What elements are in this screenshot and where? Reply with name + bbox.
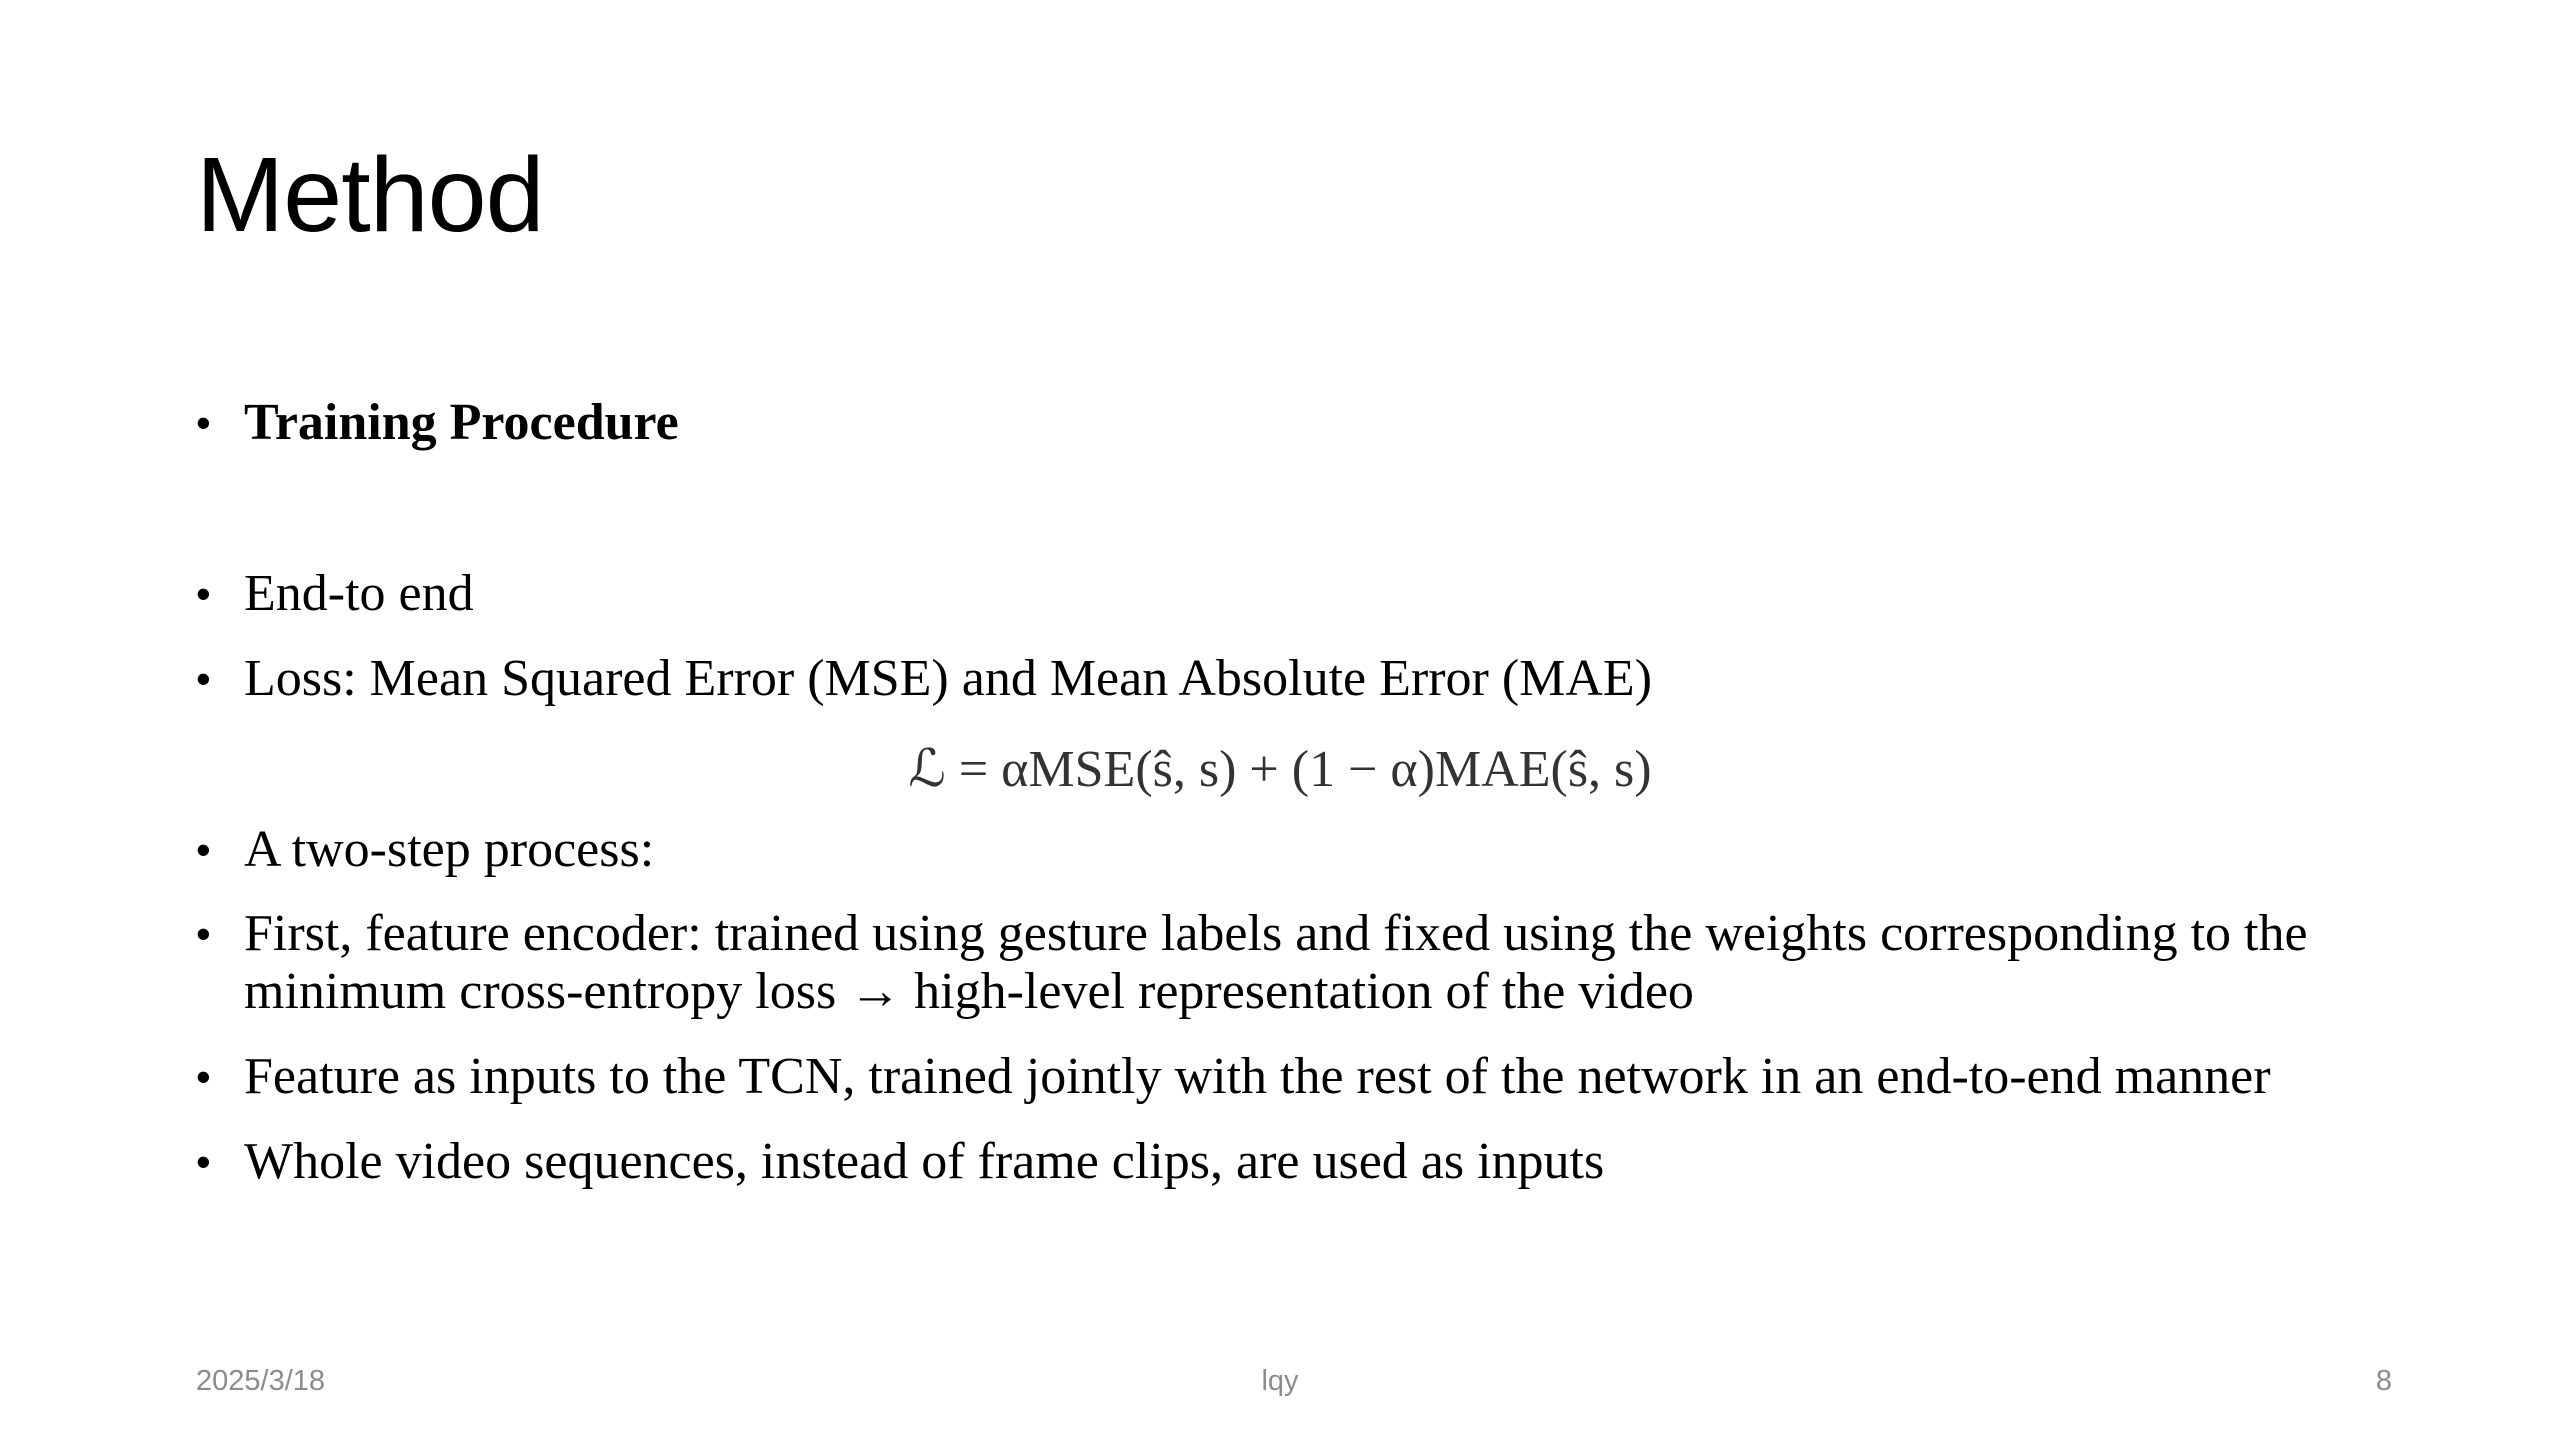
- bullet-item: [196, 650, 2426, 708]
- bullet-dot: •: [196, 1053, 211, 1100]
- section-heading: Training Procedure: [244, 394, 679, 451]
- bullet-text: Feature as inputs to the TCN, trained jointly with the rest of the network in an end-to-end manner: [244, 1048, 2271, 1105]
- bullet-dot: •: [196, 655, 211, 702]
- footer-date: 2025/3/18: [196, 1365, 326, 1397]
- bullet-dot: •: [196, 826, 211, 873]
- bullet-item: [196, 905, 2426, 1021]
- bullet-item: [196, 1048, 2426, 1106]
- bullet-dot: •: [196, 399, 211, 446]
- footer-author: lqy: [1261, 1365, 1299, 1397]
- bullet-item: [196, 1133, 2426, 1191]
- bullet-text: A two-step process:: [244, 821, 655, 878]
- slide-title: Method: [196, 136, 544, 254]
- footer-page-number: 8: [2375, 1365, 2392, 1397]
- bullet-text: Loss: Mean Squared Error (MSE) and Mean Absolute Error (MAE): [244, 650, 1653, 707]
- bullet-dot: •: [196, 910, 211, 957]
- bullet-text: First, feature encoder: trained using gesture labels and fixed using the weights corresponding to the minimum cross-entropy loss → high-level representation of the video: [244, 905, 2308, 1020]
- bullet-dot: •: [196, 1138, 211, 1185]
- bullet-item: [196, 821, 2426, 879]
- loss-formula: ℒ = αMSE(ŝ, s) + (1 − α)MAE(ŝ, s): [908, 741, 1652, 798]
- bullet-text: End-to end: [244, 565, 474, 622]
- bullet-text: Whole video sequences, instead of frame clips, are used as inputs: [244, 1133, 1605, 1190]
- bullet-item: [196, 565, 2426, 623]
- bullet-dot: •: [196, 570, 211, 617]
- bullet-heading: [196, 394, 2426, 452]
